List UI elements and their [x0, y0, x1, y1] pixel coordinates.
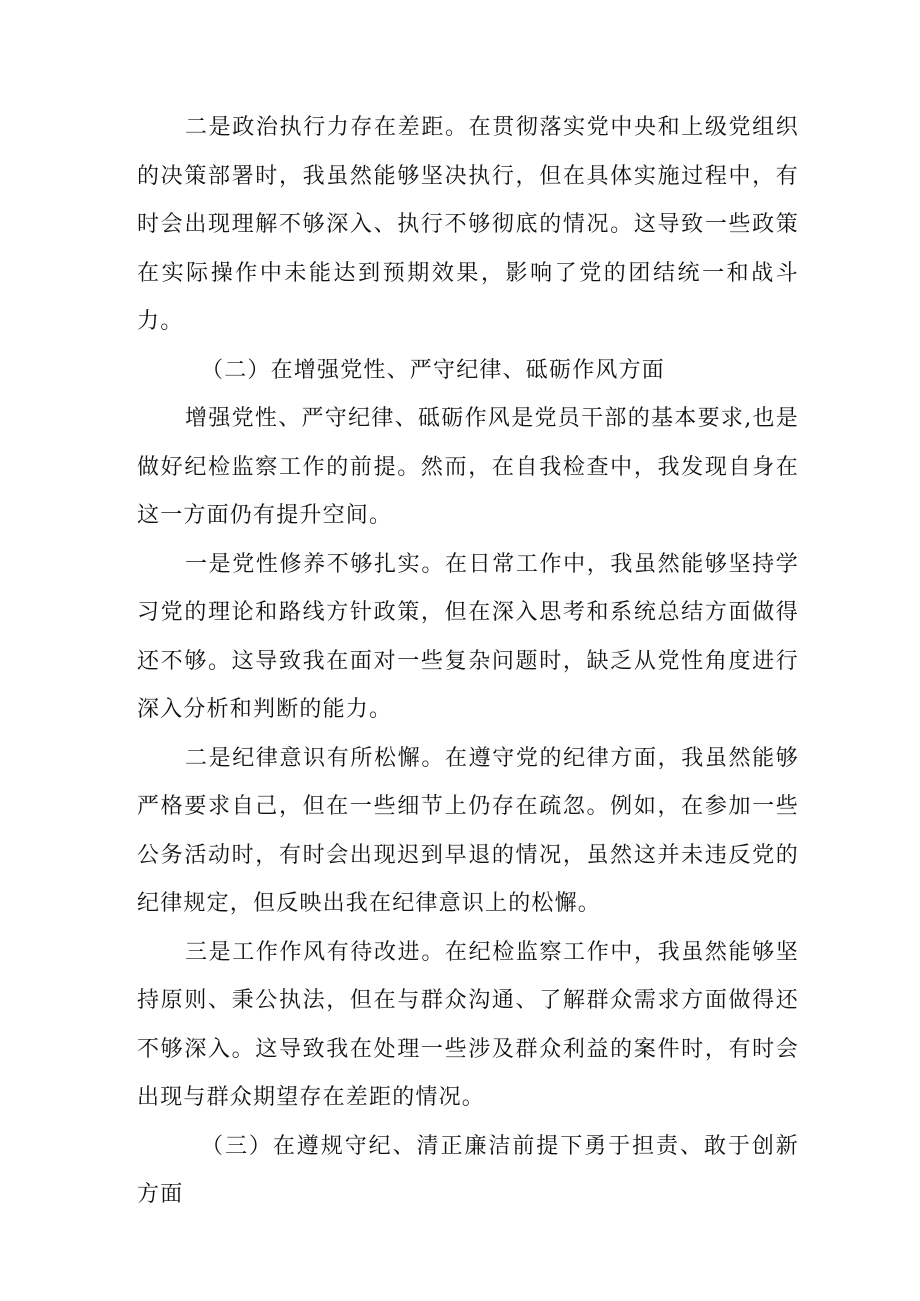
paragraph-work-style: 三是工作作风有待改进。在纪检监察工作中，我虽然能够坚持原则、秉公执法，但在与群众沟通、了解群众需求方面做得还不够深入。这导致我在处理一些涉及群众利益的案件时，有时会出现与群众期望存在差距的情况。: [137, 939, 799, 1110]
document-page: [137, 104, 799, 1220]
paragraph-party-cultivation: 一是党性修养不够扎实。在日常工作中，我虽然能够坚持学习党的理论和路线方针政策，但在深入思考和系统总结方面做得还不够。这导致我在面对一些复杂问题时，缺乏从党性角度进行深入分析和判断的能力。: [137, 551, 799, 722]
section-heading-party-spirit: （二）在增强党性、严守纪律、砥砺作风方面: [201, 357, 666, 383]
paragraph-discipline-awareness: 二是纪律意识有所松懈。在遵守党的纪律方面，我虽然能够严格要求自己，但在一些细节上仍存在疏忽。例如，在参加一些公务活动时，有时会出现迟到早退的情况，虽然这并未违反党的纪律规定，但反映出我在纪律意识上的松懈。: [137, 745, 799, 916]
section-heading-responsibility-innovation: （三）在遵规守纪、清正廉洁前提下勇于担责、敢于创新方面: [137, 1133, 799, 1207]
paragraph-political-execution: 二是政治执行力存在差距。在贯彻落实党中央和上级党组织的决策部署时，我虽然能够坚决执行，但在具体实施过程中，有时会出现理解不够深入、执行不够彻底的情况。这导致一些政策在实际操作中未能达到预期效果，影响了党的团结统一和战斗力。: [137, 115, 799, 334]
paragraph-party-spirit-intro: 增强党性、严守纪律、砥砺作风是党员干部的基本要求,也是做好纪检监察工作的前提。然而，在自我检查中，我发现自身在这一方面仍有提升空间。: [137, 406, 799, 528]
